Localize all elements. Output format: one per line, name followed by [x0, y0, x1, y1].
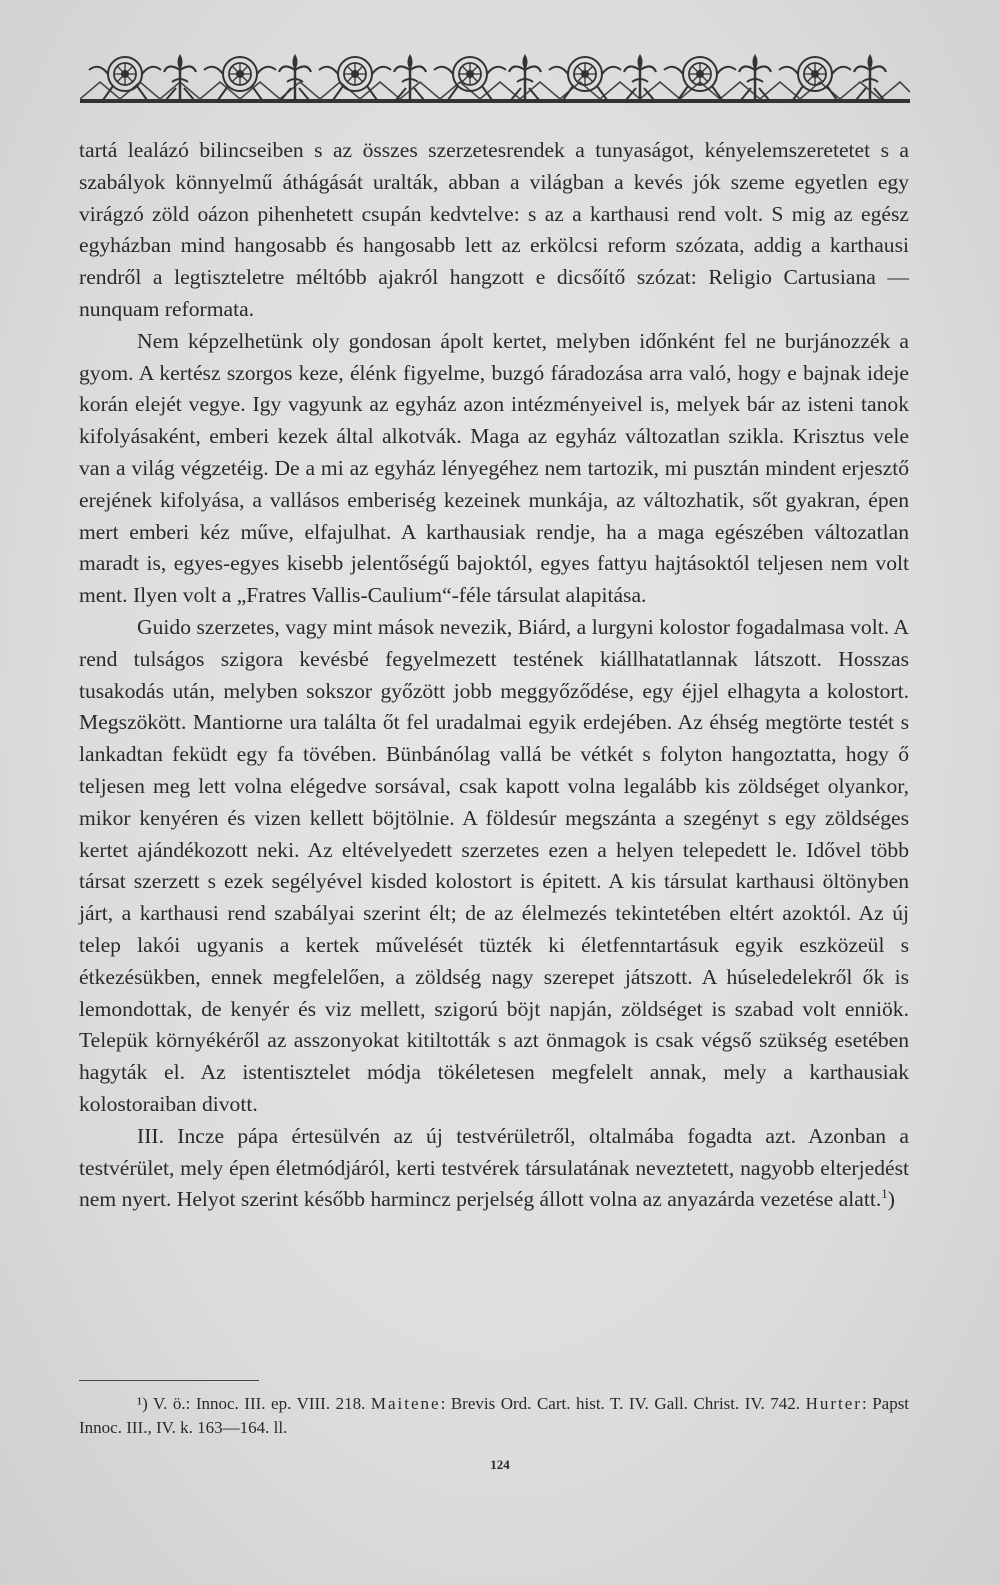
- page-number: 124: [490, 1457, 510, 1472]
- footnote-text-2: : Brevis Ord. Cart. hist. T. IV. Gall. Christ. IV. 742.: [440, 1394, 801, 1413]
- paragraph-1: tartá lealázó bilincseiben s az összes szerzetesrendek a tunyaságot, kényelemszeretetet s a szabályok könnyelmű áthágását uralták, abban a világban a kevés jók szeme egyetlen egy virágzó zöld oázon pihenhetett csupán kedvtelve: s az a karthausi rend volt. S mig az egész egyházban mind hangosabb és hangosabb lett az erkölcsi reform szózata, addig a karthausi rendről a legtiszteletre méltóbb ajakról hangzott e dicsőítő szózat: Religio Cartusiana — nunquam reformata.: [79, 138, 909, 321]
- paragraph-2: Nem képzelhetünk oly gondosan ápolt kertet, melyben időnként fel ne burjánozzék a gyom. A kertész szorgos keze, élénk figyelme, buzgó fáradozása arra való, hogy e bajnak ideje korán elejét vegye. Igy vagyunk az egyház azon intézményeivel is, melyek bár az isteni tanok kifolyásaként, emberi kezek által alkotvák. Maga az egyház változatlan szikla. Krisztus vele van a világ végzetéig. De a mi az egyház lényegéhez nem tartozik, mi pusztán mindent erjesztő erejének kifolyása, a vallásos emberiség kezeinek munkája, az változhatik, sőt gyakran, épen mert emberi kéz műve, elfajulhat. A karthausiak rendje, ha a maga egészében változatlan maradt is, egyes-egyes kisebb jelentőségű bajoktól, egyes fattyu hajtásoktól teljesen nem volt ment. Ilyen volt a „Fratres Vallis-Caulium“-féle társulat alapitása.: [79, 328, 909, 608]
- footnote-reference: 1: [881, 1186, 888, 1202]
- footnote-1: [79, 1392, 909, 1440]
- paragraph-4-text: III. Incze pápa értesülvén az új testvérületről, oltalmába fogadta azt. Azonban a testvérület, mely épen életmódjáról, kerti testvérek társulatának neveztetett, nagyobb elterjedést nem nyert. Helyot szerint később harmincz perjelség állott volna az anyazárda vezetése alatt.: [79, 1123, 909, 1212]
- footnote-author-1: Maitene: [370, 1394, 441, 1413]
- floral-border-ornament: [80, 52, 910, 104]
- footnotes: [79, 1392, 909, 1440]
- paragraph-3: Guido szerzetes, vagy mint mások nevezik, Biárd, a lurgyni kolostor fogadalmasa volt. A rend tulságos szigora kevésbé fegyelmezett testének kiállhatatlannak látszott. Hosszas tusakodás után, melyben sokszor győzött jobb meggyőződése, egy éjjel elhagyta a kolostort. Megszökött. Mantiorne ura találta őt fel uradalmai egyik erdejében. Az éhség megtörte testét s lankadtan feküdt egy fa tövében. Bünbánólag vallá be vétkét s folyton hangoztatta, hogy ő teljesen meg lett volna elégedve sorsával, csak kapott volna legalább kis zöldséget olyankor, mikor kenyéren és vizen kellett böjtölnie. A földesúr megszánta a szegényt s egy zöldséges kertet ajándékozott neki. Az eltévelyedett szerzetes ezen a helyen telepedett le. Idővel több társat szerzett s ezek segélyével kisded kolostort is épitett. A kis társulat karthausi öltönyben járt, a karthausi rend szabályai szerint élt; de az élelmezés tekintetében eltért azoktól. Az új telep lakói ugyanis a kertek művelését tüzték ki életfenntartásuk egyik eszközeül s étkezésükben, ennek megfelelően, a zöldség nagy szerepet játszott. A húseledelekről ők is lemondottak, de kenyér és viz mellett, szigorú böjt napján, zöldséget is szabad volt enniök. Telepük környékéről az asszonyokat kitiltották s azt önmagok is csak végső szükség esetében hagyták el. Az istentisztelet módja tökéletesen megfelelt annak, mely a karthausiak kolostoraiban divott.: [79, 614, 909, 1116]
- footnote-divider: [79, 1380, 259, 1381]
- footnote-text-3: : Papst Innoc. III., IV. k. 163—164. ll.: [79, 1394, 910, 1437]
- footnote-marker: ¹): [137, 1394, 148, 1413]
- body-text: [79, 135, 909, 1216]
- footnote-text-1: V. ö.: Innoc. III. ep. VIII. 218.: [152, 1394, 366, 1413]
- footnote-author-2: Hurter: [805, 1394, 862, 1413]
- paragraph-4: III. Incze pápa értesülvén az új testvérületről, oltalmába fogadta azt. Azonban a testvérület, mely épen életmódjáról, kerti testvérek társulatának neveztetett, nagyobb elterjedést nem nyert. Helyot szerint később harmincz perjelség állott volna az anyazárda vezetése alatt.$^1$): [79, 1123, 909, 1212]
